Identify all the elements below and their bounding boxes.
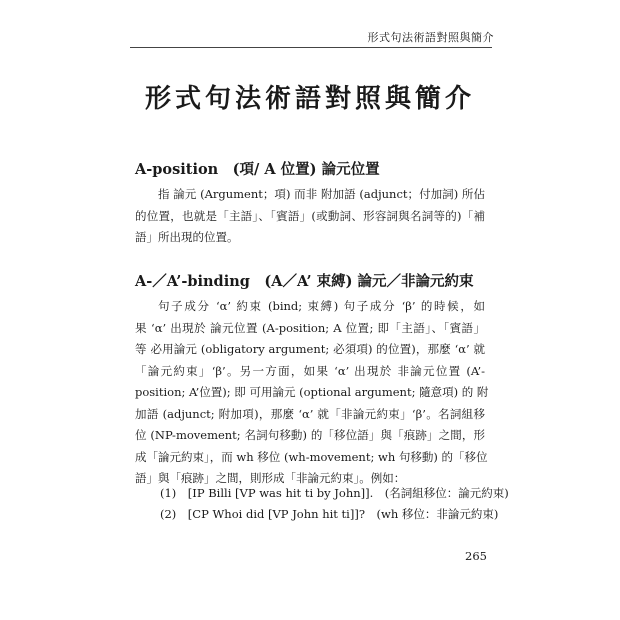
body-line: 成「論元約束」，而 wh 移位 (wh-movement; wh 句移動) 的「移位 [135, 449, 488, 464]
example-list [160, 483, 509, 525]
body-line: 指 論元 (Argument；項) 而非 附加語 (adjunct；付加詞) 所佔 [158, 187, 485, 201]
section-body-a-binding [135, 296, 489, 490]
body-line: 語」所出現的位置。 [135, 230, 239, 244]
body-line: 語」與「痕跡」之間，則形成「非論元約束」。例如： [135, 471, 406, 485]
body-line: 加語 (adjunct; 附加項)，那麼 ‘α’ 就「非論元約束」‘β’。名詞組移 [135, 406, 485, 421]
running-head: 形式句法術語對照與簡介 [367, 31, 494, 44]
body-line: position; A’位置); 即 可用論元 (optional argument; 隨意項) 的 附 [135, 385, 489, 399]
header-rule [130, 47, 492, 48]
example-item: (2) [CP Whoi did [VP John hit ti]]? (wh 移位：非論元約束) [160, 507, 499, 521]
page-number: 265 [465, 549, 487, 563]
body-line: 句子成分 ‘α’ 約束 (bind; 束縛) 句子成分 ‘β’ 的時候，如 [158, 299, 485, 313]
section-body-a-position [135, 184, 485, 249]
body-line: 果 ‘α’ 出現於 論元位置 (A-position; A 位置; 即「主語」、「賓語」 [135, 320, 485, 335]
body-line: 「論元約束」‘β’。另一方面，如果 ‘α’ 出現於 非論元位置 (A’- [135, 363, 485, 378]
chapter-title: 形式句法術語對照與簡介 [144, 84, 475, 114]
body-line: 位 (NP-movement; 名詞句移動) 的「移位語」與「痕跡」之間，形 [135, 428, 485, 442]
body-line: 等 必用論元 (obligatory argument; 必須項) 的位置)，那麼 ‘α’ 就 [135, 342, 485, 356]
body-line: 的位置，也就是「主語」、「賓語」(或動詞、形容詞與名詞等的)「補 [135, 208, 485, 223]
section-heading-a-position: A-position (項/ A 位置) 論元位置 [135, 161, 380, 178]
example-item: (1) [IP Billi [VP was hit ti by John]]. (名詞組移位：論元約束) [160, 486, 509, 500]
section-heading-a-binding: A-／A’-binding (A／A’ 束縛) 論元／非論元約束 [135, 273, 474, 290]
